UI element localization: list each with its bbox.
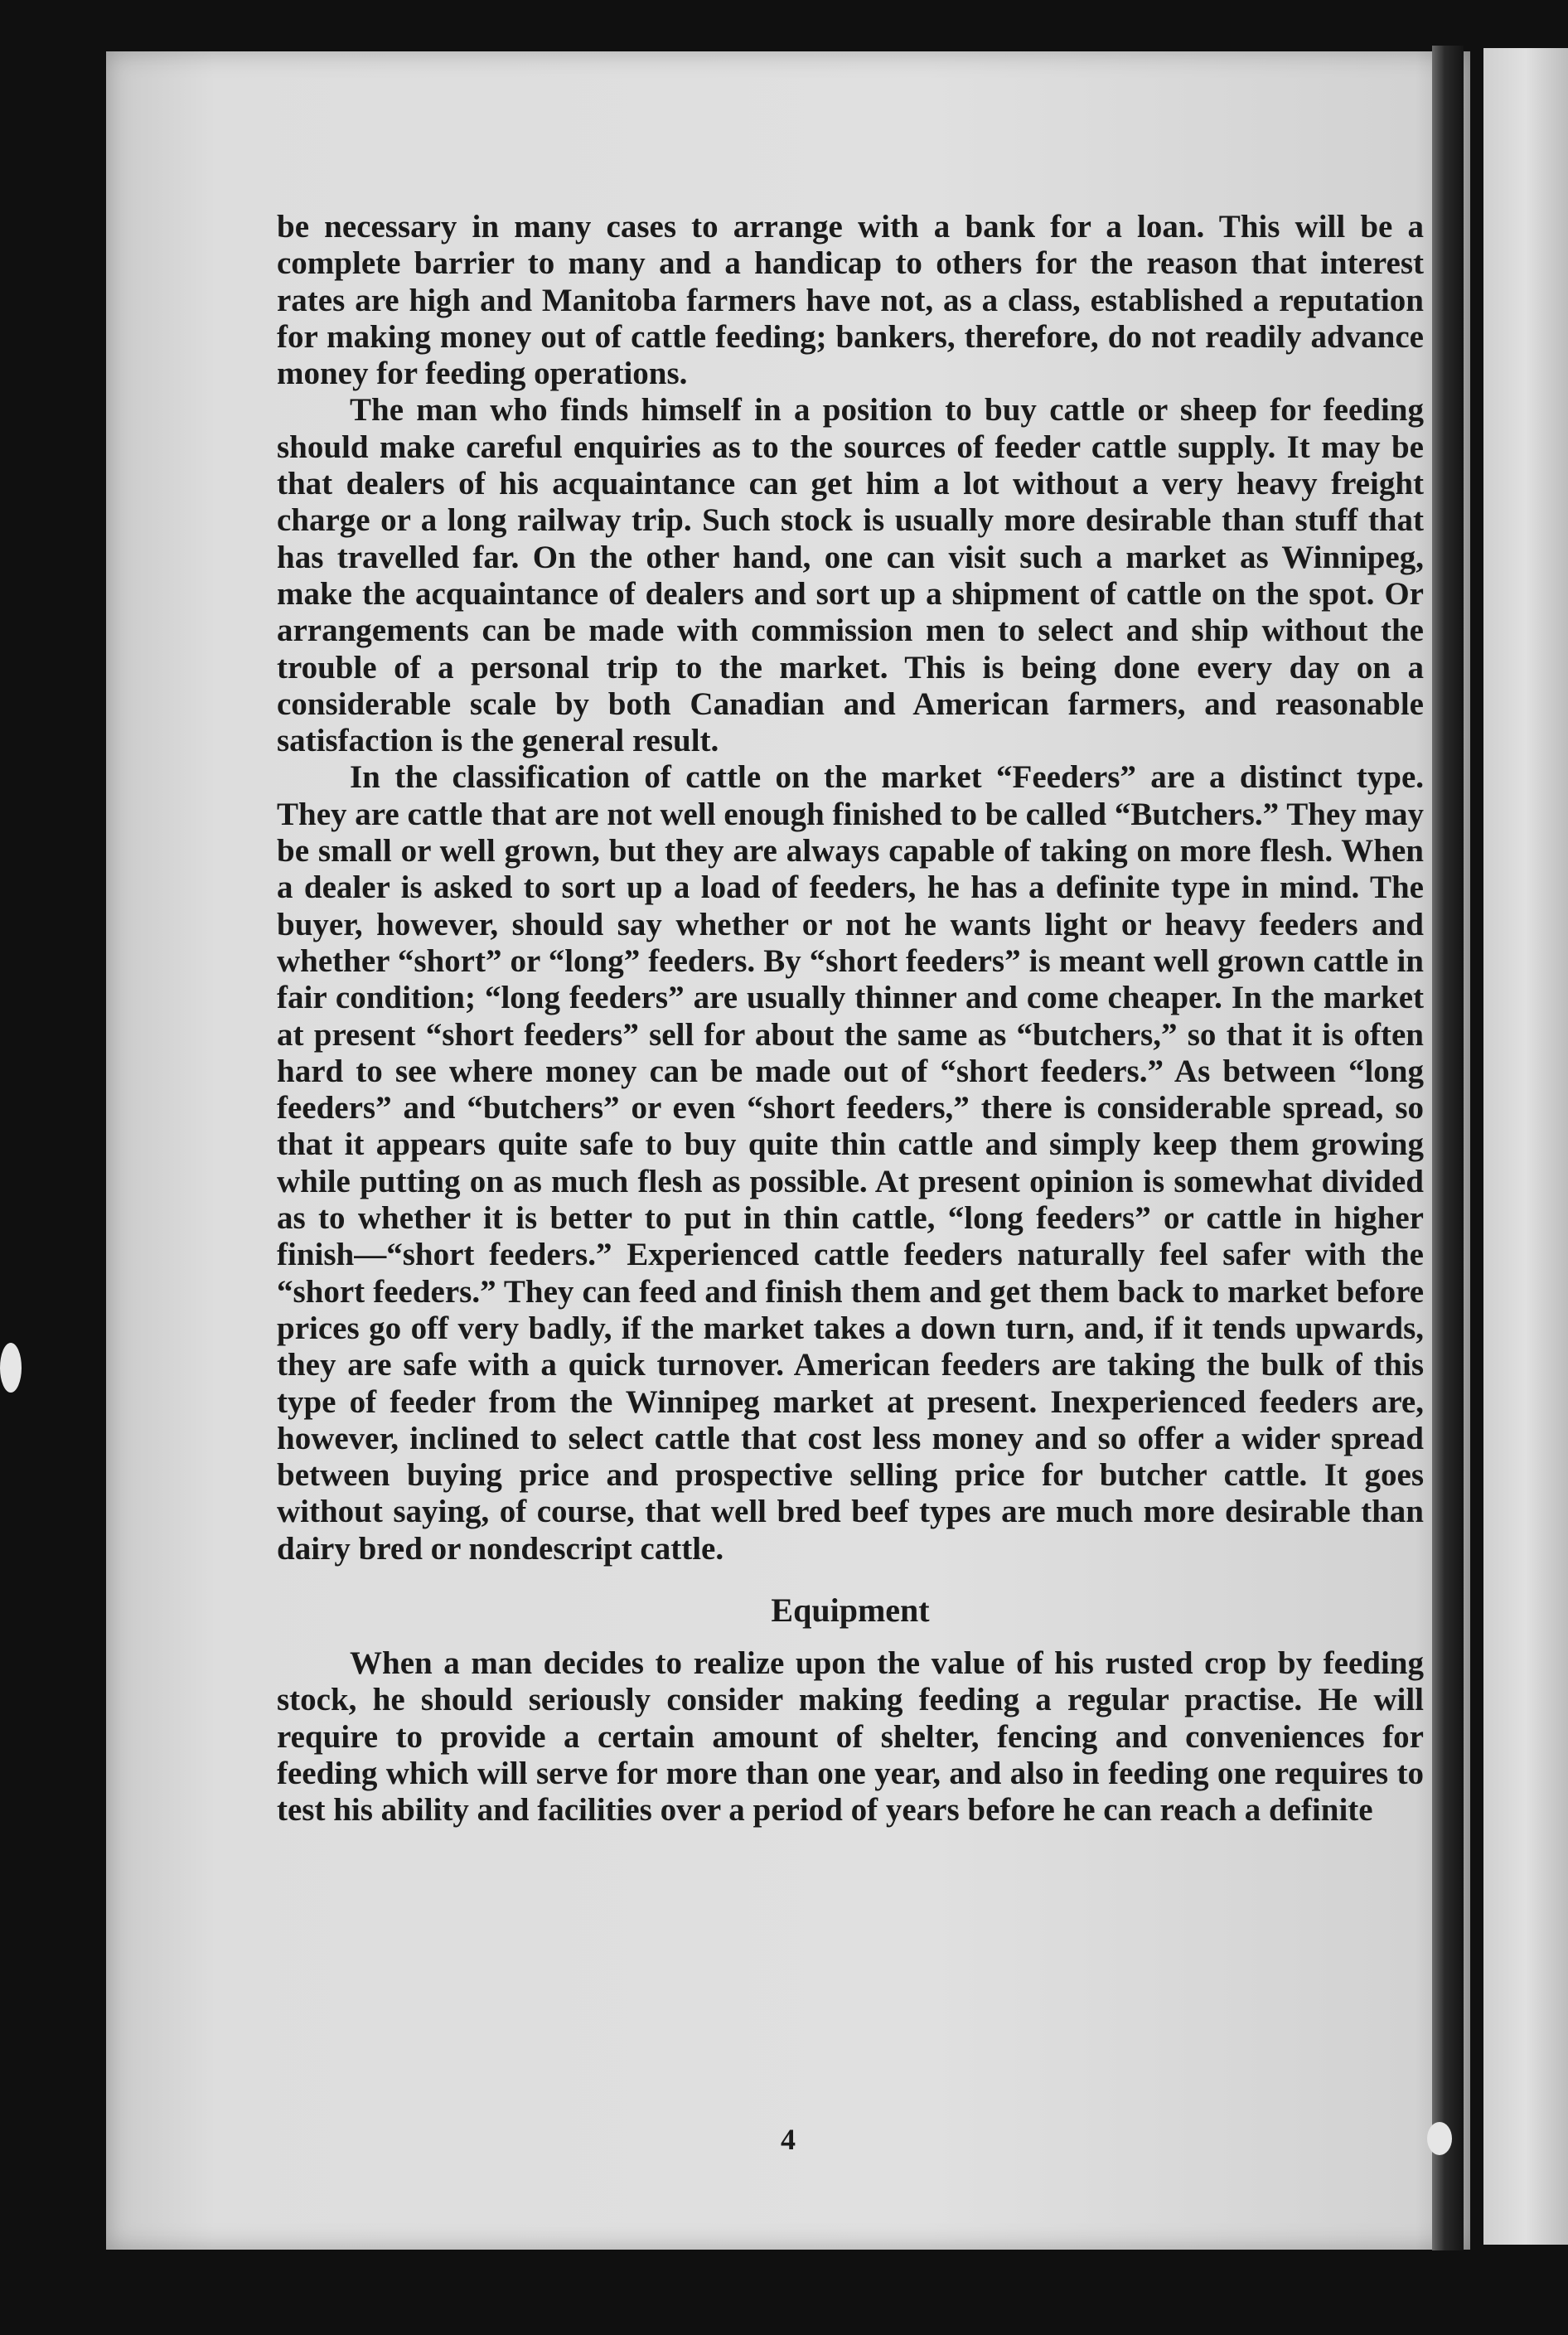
paper-tear-mark [0,1343,22,1393]
paragraph-equipment: When a man decides to realize upon the value of his rusted crop by feeding stock, he should seriously consider making feeding a regular practise. He will require to provide a certain amount of shelter, fencing and conveniences for feeding which will serve for more than one year, and also in feeding one requires to test his ability and facilities over a period of years before he can reach a definite [277,1645,1424,1829]
paragraph-continuation: be necessary in many cases to arrange with a bank for a loan. This will be a complete barrier to many and a handicap to others for the reason that interest rates are high and Manitoba farmers have not, as a class, established a reputation for making money out of cattle feeding; bankers, therefore, do not readily advance money for feeding operations. [277,209,1424,392]
section-heading-equipment: Equipment [771,1591,930,1629]
adjacent-page-edge [1483,48,1568,2245]
page-body-text [277,209,1424,1829]
book-spine [1432,46,1464,2250]
page-number: 4 [781,2123,796,2156]
paragraph-feeder-supply: The man who finds himself in a position to buy cattle or sheep for feeding should make careful enquiries as to the sources of feeder cattle supply. It may be that dealers of his acquaintance can get him a lot without a very heavy freight charge or a long railway trip. Such stock is usually more desirable than stuff that has travelled far. On the other hand, one can visit such a market as Winnipeg, make the acquaintance of dealers and sort up a shipment of cattle on the spot. Or arrangements can be made with commission men to select and ship without the trouble of a personal trip to the market. This is being done every day on a considerable scale by both Canadian and American farmers, and reasonable satisfaction is the general result. [277,392,1424,759]
paragraph-classification: In the classification of cattle on the market “Feeders” are a distinct type. They are cattle that are not well enough finished to be called “Butchers.” They may be small or well grown, but they are always capable of taking on more flesh. When a dealer is asked to sort up a load of feeders, he has a definite type in mind. The buyer, however, should say whether or not he wants light or heavy feeders and whether “short” or “long” feeders. By “short feeders” is meant well grown cattle in fair condition; “long feeders” are usually thinner and come cheaper. In the market at present “short feeders” sell for about the same as “butchers,” so that it is often hard to see where money can be made out of “short feeders.” As between “long feeders” and “butchers” or even “short feeders,” there is considerable spread, so that it appears quite safe to buy quite thin cattle and simply keep them growing while putting on as much flesh as possible. At present opinion is somewhat divided as to whether it is better to put in thin cattle, “long feeders” or cattle in higher finish—“short feeders.” Experienced cattle feeders naturally feel safer with the “short feeders.” They can feed and finish them and get them back to market before prices go off very badly, if the market takes a down turn, and, if it tends upwards, they are safe with a quick turnover. American feeders are taking the bulk of this type of feeder from the Winnipeg market at present. Inexperienced feeders are, however, inclined to select cattle that cost less money and so offer a wider spread between buying price and prospective selling price for butcher cattle. It goes without saying, of course, that well bred beef types are much more desirable than dairy bred or nondescript cattle. [277,759,1424,1567]
paper-tear-mark [1427,2122,1452,2155]
